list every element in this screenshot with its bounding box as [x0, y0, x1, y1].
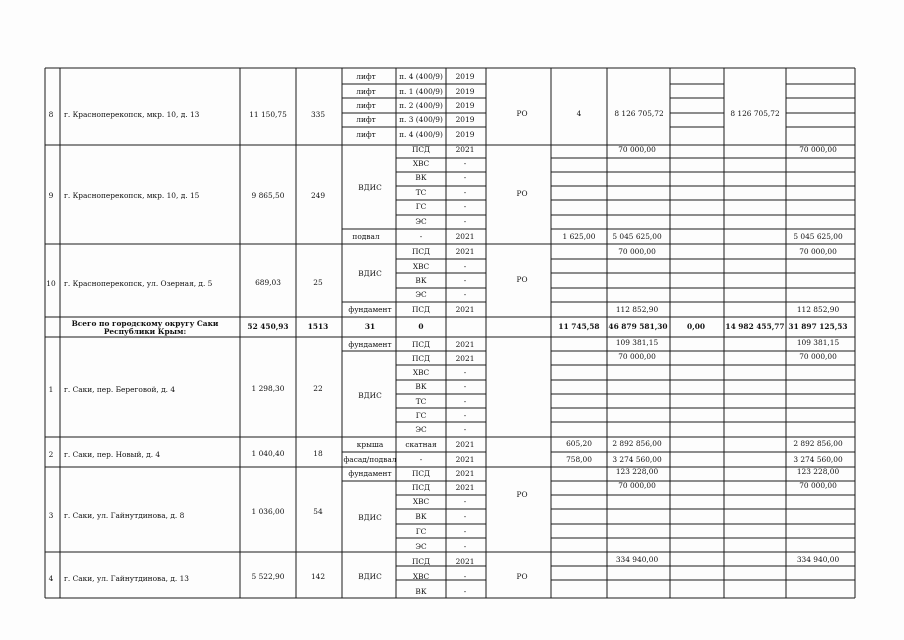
- row-address: г. Красноперекопск, ул. Озерная, д. 5: [64, 279, 213, 288]
- row-residents: 18: [313, 449, 323, 458]
- cell-vk: ВК: [415, 512, 427, 521]
- cell-year: 2019: [455, 87, 475, 96]
- cell-lift-entrance: п. 1 (400/9): [399, 87, 443, 96]
- row-roof-cost: 2 892 856,00: [612, 439, 662, 448]
- cell-lift: лифт: [356, 101, 376, 110]
- cell-psd: ПСД: [411, 483, 431, 492]
- row-count: 4: [576, 109, 582, 118]
- row-found-total: 123 228,00: [796, 467, 840, 476]
- cell-facade: фасад/подвал: [343, 455, 397, 464]
- cell-vdis: ВДИС: [358, 513, 382, 522]
- cell-lift: лифт: [356, 115, 376, 124]
- cell-vdis: ВДИС: [358, 183, 382, 192]
- row-fac-area: 758,00: [566, 455, 592, 464]
- cell-foundation: фундамент: [348, 469, 392, 478]
- row-residents: 249: [310, 191, 326, 200]
- cell-dash: -: [463, 262, 467, 271]
- row-psd-total: 70 000,00: [799, 352, 837, 361]
- cell-roof-type: скатная: [405, 440, 437, 449]
- cell-dash: -: [463, 276, 467, 285]
- cell-dash: -: [463, 512, 467, 521]
- cell-gs: ГС: [415, 202, 427, 211]
- cell-es: ЭС: [415, 425, 427, 434]
- cell-hvs: ХВС: [412, 572, 430, 581]
- row-area: 9 865,50: [251, 191, 285, 200]
- summary-label: Всего по городскому округу Саки Республики Крым:: [71, 319, 219, 336]
- cell-psd: ПСД: [411, 145, 431, 154]
- cell-vk: ВК: [415, 382, 427, 391]
- cell-dash: -: [463, 217, 467, 226]
- summary-residents: 1513: [307, 322, 329, 331]
- cell-year: 2021: [455, 340, 475, 349]
- cell-dash: -: [463, 572, 467, 581]
- row-area: 11 150,75: [249, 110, 287, 119]
- row-psd-total: 70 000,00: [799, 481, 837, 490]
- cell-year: 2021: [455, 305, 475, 314]
- row-roof-area: 605,20: [566, 439, 592, 448]
- cell-year: 2021: [455, 440, 475, 449]
- cell-foundation: фундамент: [348, 340, 392, 349]
- row-number: 9: [48, 191, 54, 200]
- cell-year: 2021: [455, 455, 475, 464]
- row-number: 1: [48, 385, 54, 394]
- cell-vdis: ВДИС: [358, 269, 382, 278]
- row-number: 10: [46, 279, 56, 288]
- summary-zero: 0: [418, 322, 424, 331]
- cell-year: 2019: [455, 115, 475, 124]
- cell-lift: лифт: [356, 72, 376, 81]
- cell-es: ЭС: [415, 217, 427, 226]
- cell-year: 2021: [455, 483, 475, 492]
- cell-lift-entrance: п. 4 (400/9): [399, 72, 443, 81]
- row-address: г. Саки, пер. Береговой, д. 4: [64, 385, 176, 394]
- row-psd-total: 334 940,00: [796, 555, 840, 564]
- row-ro: РО: [516, 189, 528, 198]
- cell-dash: -: [463, 173, 467, 182]
- row-residents: 335: [310, 110, 326, 119]
- cell-dash: -: [463, 411, 467, 420]
- row-ro: РО: [516, 275, 528, 284]
- summary-area: 52 450,93: [247, 322, 289, 331]
- row-area: 1 298,30: [251, 384, 285, 393]
- cell-es: ЭС: [415, 290, 427, 299]
- row-area: 689,03: [255, 278, 281, 287]
- cell-gs: ГС: [415, 527, 427, 536]
- cell-dash: -: [463, 527, 467, 536]
- row-total2: 112 852,90: [796, 305, 840, 314]
- row-psd-cost: 334 940,00: [615, 555, 659, 564]
- cell-vdis: ВДИС: [358, 391, 382, 400]
- cell-year: 2021: [455, 469, 475, 478]
- cell-vk: ВК: [415, 276, 427, 285]
- cell-es: ЭС: [415, 542, 427, 551]
- row-psd-total: 70 000,00: [799, 247, 837, 256]
- cell-dash: -: [463, 397, 467, 406]
- row-psd-cost: 70 000,00: [618, 145, 656, 154]
- row-fac-total: 3 274 560,00: [793, 455, 843, 464]
- cell-lift: лифт: [356, 87, 376, 96]
- cell-hvs: ХВС: [412, 368, 430, 377]
- cell-psd: ПСД: [411, 305, 431, 314]
- cell-lift: лифт: [356, 130, 376, 139]
- cell-vk: ВК: [415, 587, 427, 596]
- cell-year: 2019: [455, 101, 475, 110]
- cell-dash: -: [463, 425, 467, 434]
- row-found-cost: 109 381,15: [615, 338, 659, 347]
- cell-year: 2021: [455, 232, 475, 241]
- row-address: г. Саки, ул. Гайнутдинова, д. 13: [64, 574, 189, 583]
- row-address: г. Саки, пер. Новый, д. 4: [64, 450, 161, 459]
- row-found-total: 109 381,15: [796, 338, 840, 347]
- row-ro: РО: [516, 572, 528, 581]
- cell-year: 2019: [455, 130, 475, 139]
- cell-year: 2021: [455, 145, 475, 154]
- cell-dash: -: [463, 497, 467, 506]
- cell-year: 2021: [455, 247, 475, 256]
- summary-total: 31 897 125,53: [788, 322, 848, 331]
- cell-psd: ПСД: [411, 557, 431, 566]
- cell-psd: ПСД: [411, 247, 431, 256]
- summary-count: 31: [364, 322, 376, 331]
- row-residents: 54: [313, 507, 323, 516]
- cell-dash: -: [463, 587, 467, 596]
- cell-dash: -: [463, 368, 467, 377]
- cell-roof: крыша: [356, 440, 384, 449]
- row-cost: 8 126 705,72: [614, 109, 664, 118]
- cell-dash: -: [463, 542, 467, 551]
- cell-lift-entrance: п. 4 (400/9): [399, 130, 443, 139]
- cell-psd: ПСД: [411, 354, 431, 363]
- cell-dash: -: [463, 382, 467, 391]
- cell-foundation: фундамент: [348, 305, 392, 314]
- cell-year: 2021: [455, 354, 475, 363]
- row-address: г. Красноперекопск, мкр. 10, д. 15: [64, 191, 200, 200]
- summary-cost: 46 879 581,30: [608, 322, 668, 331]
- cell-psd: ПСД: [411, 469, 431, 478]
- row-psd-cost: 70 000,00: [618, 352, 656, 361]
- row-psd-total: 70 000,00: [799, 145, 837, 154]
- cell-dash: -: [463, 159, 467, 168]
- row-total: 8 126 705,72: [730, 109, 780, 118]
- row-address: г. Саки, ул. Гайнутдинова, д. 8: [64, 511, 185, 520]
- row-residents: 25: [313, 278, 323, 287]
- row-area: 1 036,00: [251, 507, 285, 516]
- cell-basement: подвал: [352, 232, 380, 241]
- row-residents: 22: [313, 384, 323, 393]
- cell-hvs: ХВС: [412, 497, 430, 506]
- cell-year: 2021: [455, 557, 475, 566]
- cell-psd: ПСД: [411, 340, 431, 349]
- row-residents: 142: [310, 572, 326, 581]
- cell-vk: ВК: [415, 173, 427, 182]
- cell-vdis: ВДИС: [358, 572, 382, 581]
- row-psd-cost: 70 000,00: [618, 247, 656, 256]
- row-total2: 5 045 625,00: [793, 232, 843, 241]
- row-area: 1 040,40: [251, 449, 285, 458]
- row-area2: 1 625,00: [562, 232, 596, 241]
- cell-gs: ГС: [415, 411, 427, 420]
- row-cost2: 112 852,90: [615, 305, 659, 314]
- row-area: 5 522,90: [251, 572, 285, 581]
- row-number: 8: [48, 110, 54, 119]
- row-fac-cost: 3 274 560,00: [612, 455, 662, 464]
- row-address: г. Красноперекопск, мкр. 10, д. 13: [64, 110, 200, 119]
- row-number: 3: [48, 511, 54, 520]
- cell-lift-entrance: п. 3 (400/9): [399, 115, 443, 124]
- cell-dash: -: [419, 455, 423, 464]
- cell-dash: -: [419, 232, 423, 241]
- row-number: 4: [48, 574, 54, 583]
- cell-hvs: ХВС: [412, 262, 430, 271]
- cell-ts: ТС: [415, 188, 427, 197]
- row-number: 2: [48, 450, 54, 459]
- row-ro: РО: [516, 109, 528, 118]
- cell-dash: -: [463, 202, 467, 211]
- row-psd-cost: 70 000,00: [618, 481, 656, 490]
- row-roof-total: 2 892 856,00: [793, 439, 843, 448]
- cell-dash: -: [463, 290, 467, 299]
- summary-c2: 14 982 455,77: [725, 322, 785, 331]
- row-found-cost: 123 228,00: [615, 467, 659, 476]
- row-ro: РО: [516, 490, 528, 499]
- cell-lift-entrance: п. 2 (400/9): [399, 101, 443, 110]
- summary-c1: 0,00: [686, 322, 706, 331]
- summary-units: 11 745,58: [558, 322, 600, 331]
- cell-hvs: ХВС: [412, 159, 430, 168]
- cell-year: 2019: [455, 72, 475, 81]
- row-cost2: 5 045 625,00: [612, 232, 662, 241]
- cell-dash: -: [463, 188, 467, 197]
- cell-ts: ТС: [415, 397, 427, 406]
